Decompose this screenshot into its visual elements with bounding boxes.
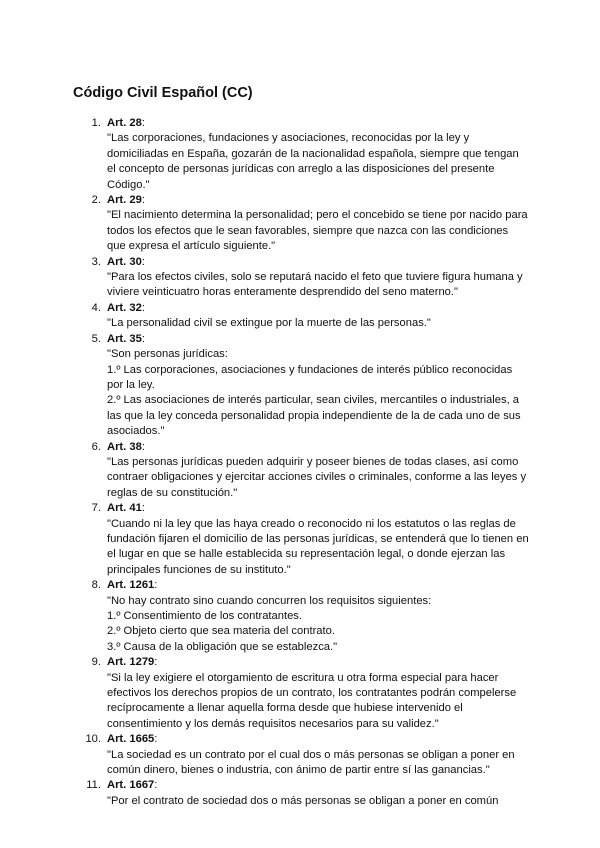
article-label: Art. 1261: [107, 579, 155, 592]
article-text-line: consentimiento y los demás requisitos necesarios para su validez.": [107, 717, 439, 730]
article-heading: [107, 332, 530, 347]
article-item: [73, 578, 530, 655]
article-number: 7.: [91, 502, 101, 515]
article-text-line: el lugar en que se halle establecida su representación legal, o donde ejerzan las: [107, 548, 506, 561]
article-item: [73, 655, 530, 732]
article-text-line: "No hay contrato sino cuando concurren los requisitos siguientes:: [107, 594, 432, 607]
article-item: [73, 440, 530, 502]
article-number: 11.: [86, 779, 101, 792]
article-number: 9.: [91, 656, 101, 669]
article-item: [73, 193, 530, 255]
article-item: [73, 732, 530, 778]
article-heading: [107, 116, 530, 131]
article-heading: [107, 655, 530, 670]
article-text-line: viviere veinticuatro horas enteramente desprendido del seno materno.": [107, 286, 458, 299]
article-number: 1.: [91, 117, 101, 129]
article-text-line: "Si la ley exigiere el otorgamiento de escritura u otra forma especial para hacer: [107, 671, 499, 684]
article-colon: :: [141, 301, 145, 314]
article-text-line: domiciliadas en España, gozarán de la nacionalidad española, siempre que tengan: [107, 147, 519, 160]
article-heading: [107, 301, 530, 316]
article-label: Art. 1665: [107, 733, 155, 746]
article-text-line: por la ley.: [107, 378, 155, 391]
article-text-line: asociados.": [107, 425, 165, 438]
article-label: Art. 41: [107, 502, 142, 515]
article-text-line: "El nacimiento determina la personalidad; pero el concebido se tiene por nacido para: [107, 209, 528, 222]
article-text-line: reglas de su constitución.": [107, 486, 238, 499]
article-list: [73, 116, 530, 809]
article-text-line: común dinero, bienes o industria, con ánimo de partir entre sí las ganancias.": [107, 764, 490, 777]
article-text-line: el concepto de personas jurídicas con arreglo a las disposiciones del presente: [107, 163, 495, 176]
article-text-line: "Por el contrato de sociedad dos o más personas se obligan a poner en común: [107, 794, 499, 807]
article-text-line: fundación fijaren el domicilio de las personas jurídicas, se entenderá que lo tienen en: [107, 532, 529, 545]
article-item: [73, 501, 530, 578]
article-heading: [107, 255, 530, 270]
article-item: [73, 778, 530, 809]
article-heading: [107, 732, 530, 747]
article-number: 10.: [85, 733, 101, 746]
article-number: 5.: [91, 332, 101, 345]
article-text-line: recíprocamente a llenar aquella forma desde que hubiese intervenido el: [107, 702, 463, 715]
article-item: [73, 116, 530, 193]
article-item: [73, 332, 530, 440]
article-colon: :: [141, 194, 145, 207]
article-label: Art. 1667: [107, 779, 155, 792]
article-colon: :: [141, 117, 145, 129]
article-colon: :: [154, 733, 158, 746]
article-label: Art. 30: [107, 255, 142, 268]
article-heading: [107, 440, 530, 455]
article-number: 8.: [91, 579, 101, 592]
article-number: 4.: [91, 301, 101, 314]
article-heading: [107, 778, 530, 793]
article-number: 3.: [91, 255, 101, 268]
article-text-line: las que la ley conceda personalidad propia independiente de la de cada uno de sus: [107, 409, 521, 422]
article-heading: [107, 501, 530, 516]
article-text-line: "Las corporaciones, fundaciones y asociaciones, reconocidas por la ley y: [107, 132, 470, 145]
article-text-line: "Cuando ni la ley que las haya creado o reconocido ni los estatutos o las reglas de: [107, 517, 516, 530]
article-label: Art. 29: [107, 194, 142, 207]
article-text-line: contraer obligaciones y ejercitar acciones civiles o criminales, conforme a las leyes y: [107, 471, 527, 484]
article-number: 6.: [91, 440, 101, 453]
article-colon: :: [154, 779, 158, 792]
article-text-line: "Para los efectos civiles, solo se reputará nacido el feto que tuviere figura humana y: [107, 271, 523, 284]
article-text-line: Código.": [107, 178, 150, 191]
article-text-line: "La personalidad civil se extingue por la muerte de las personas.": [107, 317, 431, 330]
article-colon: :: [141, 502, 145, 515]
article-heading: [107, 193, 530, 208]
article-label: Art. 1279: [107, 656, 155, 669]
article-text-line: todos los efectos que le sean favorables, siempre que nazca con las condiciones: [107, 224, 509, 237]
article-text-line: principales funciones de su instituto.": [107, 563, 291, 576]
article-text-line: efectivos los derechos propios de un contrato, los contratantes podrán compelerse: [107, 687, 517, 700]
article-text-line: 3.º Causa de la obligación que se establezca.": [107, 640, 338, 653]
article-label: Art. 32: [107, 301, 142, 314]
article-colon: :: [154, 656, 158, 669]
article-colon: :: [141, 332, 145, 345]
article-text-line: 1.º Consentimiento de los contratantes.: [107, 610, 303, 622]
article-label: Art. 28: [107, 117, 142, 129]
article-text-line: 1.º Las corporaciones, asociaciones y fundaciones de interés público reconocidas: [107, 363, 513, 376]
article-label: Art. 38: [107, 440, 142, 453]
article-text-line: "Las personas jurídicas pueden adquirir y poseer bienes de todas clases, así como: [107, 455, 519, 468]
article-number: 2.: [91, 194, 101, 207]
article-text-line: que expresa el artículo siguiente.": [107, 240, 276, 253]
article-text-line: "Son personas jurídicas:: [107, 348, 228, 361]
article-text-line: 2.º Objeto cierto que sea materia del contrato.: [107, 625, 335, 638]
article-colon: :: [154, 579, 158, 592]
article-item: [73, 301, 530, 332]
article-colon: :: [141, 440, 145, 453]
article-item: [73, 255, 530, 301]
article-colon: :: [141, 255, 145, 268]
document-title: Código Civil Español (CC): [73, 85, 253, 101]
article-label: Art. 35: [107, 332, 142, 345]
article-text-line: "La sociedad es un contrato por el cual dos o más personas se obligan a poner en: [107, 748, 515, 761]
article-text-line: 2.º Las asociaciones de interés particular, sean civiles, mercantiles o industriales, a: [107, 394, 520, 407]
article-heading: [107, 578, 530, 593]
